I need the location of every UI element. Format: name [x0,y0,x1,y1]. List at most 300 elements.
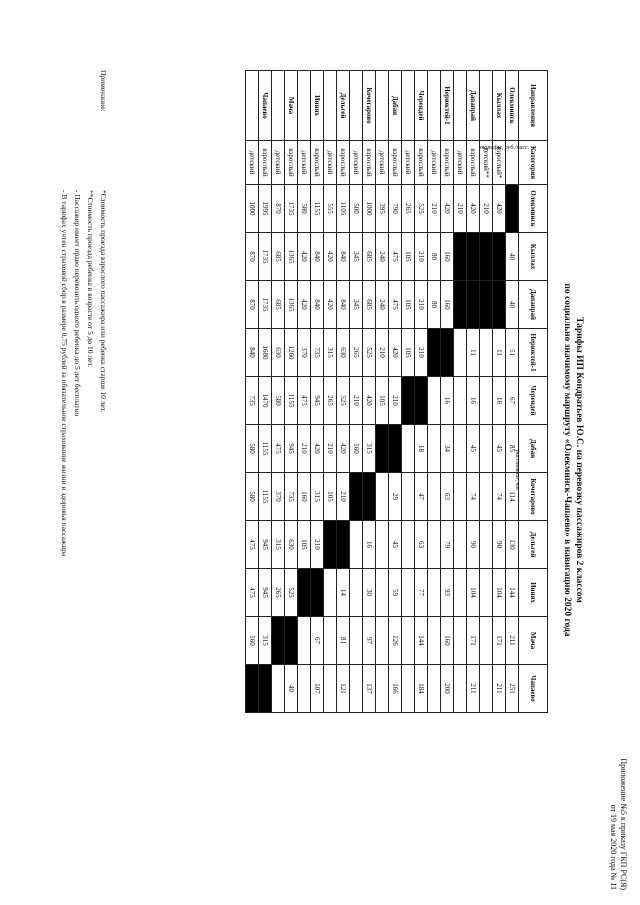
category-cell: детский [246,141,259,185]
direction-cell [350,71,363,141]
table-row [376,71,389,713]
direction-cell [324,71,337,141]
fare-cell: 210 [324,425,337,473]
fare-cell: 1000 [363,185,376,233]
fare-cell: 105 [402,233,415,281]
appendix-reference [608,690,628,890]
fare-cell: 63 [415,521,428,569]
fare-cell: 790 [389,185,402,233]
fare-cell: 685 [363,233,376,281]
fare-cell: 16 [493,377,506,425]
blacked-out-cell [246,665,259,713]
fare-cell: 29 [389,473,402,521]
fare-cell [402,665,415,713]
table-row [428,71,441,713]
fare-cell: 555 [324,185,337,233]
table-header-row [519,71,548,713]
fare-cell: 104 [493,569,506,617]
table-row [389,71,402,713]
fare-cell: 45 [467,425,480,473]
note-item: - Пассажир имеет право перевозить одного ребенка до 5 лет бесплатно [73,190,82,417]
fare-cell: 63 [441,473,454,521]
fare-cell: 345 [350,233,363,281]
category-cell: детский [428,141,441,185]
column-header: Мача [519,617,548,665]
blacked-out-cell [298,569,311,617]
note-item: - В тарифах учтен страховой сбор в размере 0,75 рублей за обязательное страхование жизни и здоровья пассажира [60,190,69,557]
fare-cell: 210 [415,281,428,329]
table-row [506,71,519,713]
fare-cell: 210 [298,425,311,473]
table-row [454,71,467,713]
category-cell: детский [324,141,337,185]
fare-cell: 240 [376,233,389,281]
blacked-out-cell [415,377,428,425]
fare-cell: 420 [467,185,480,233]
fare-cell: 210 [389,377,402,425]
fare-cell: 1365 [285,233,298,281]
direction-cell [376,71,389,141]
blacked-out-cell [376,425,389,473]
column-header: Черендей [519,377,548,425]
fare-cell [454,425,467,473]
fare-cell: 265 [350,329,363,377]
category-cell: взрослый [441,141,454,185]
blacked-out-cell [428,329,441,377]
blacked-out-cell [350,473,363,521]
fare-cell: 210 [428,185,441,233]
fare-cell: 137 [363,665,376,713]
fare-cell: 18 [415,425,428,473]
table-row [246,71,259,713]
fare-cell: 265 [402,185,415,233]
direction-cell: Дельгей [337,71,350,141]
direction-cell [454,71,467,141]
fare-cell: 525 [363,329,376,377]
fare-cell: 870 [246,281,259,329]
fare-cell [350,521,363,569]
fare-cell: 945 [285,425,298,473]
fare-cell: 251 [506,665,519,713]
category-cell: детский [298,141,311,185]
column-header: Дельгей [519,521,548,569]
fare-cell [480,521,493,569]
category-cell: взрослый [259,141,272,185]
fare-cell: 14 [337,569,350,617]
fare-cell: 210 [415,329,428,377]
fare-cell [376,521,389,569]
category-cell: детский [350,141,363,185]
fare-cell: 685 [363,281,376,329]
fare-cell: 840 [337,281,350,329]
fare-cell: 315 [259,617,272,665]
direction-cell: Иннях [311,71,324,141]
fare-cell: 74 [467,473,480,521]
fare-cell: 160 [441,233,454,281]
blacked-out-cell [480,281,493,329]
category-cell: детский** [480,141,493,185]
direction-cell: Нерюктей-1 [441,71,454,141]
fare-cell: 1000 [246,185,259,233]
fare-cell: 160 [441,281,454,329]
fare-cell: 126 [389,617,402,665]
fare-cell: 90 [493,521,506,569]
blacked-out-cell [311,569,324,617]
title-line-2: по социально значимому маршруту «Олекминск-Чапаево» в навигацию 2020 года [562,283,572,637]
column-header: Категория [519,141,548,185]
category-cell: детский [272,141,285,185]
fare-cell: 160 [350,425,363,473]
fare-cell [350,617,363,665]
fare-cell [428,473,441,521]
blacked-out-cell [285,617,298,665]
direction-cell [272,71,285,141]
direction-cell: Дабан [389,71,402,141]
fare-cell: 840 [311,233,324,281]
fare-cell: 1995 [259,185,272,233]
fare-cell: 735 [285,473,298,521]
blacked-out-cell [467,281,480,329]
category-cell: взрослый [285,141,298,185]
blacked-out-cell [363,473,376,521]
blacked-out-cell [454,233,467,281]
fare-cell: 1155 [259,425,272,473]
fare-cell: 580 [246,425,259,473]
fare-cell: 114 [506,473,519,521]
blacked-out-cell [441,329,454,377]
fares-table [245,70,548,713]
fare-cell: 370 [272,473,285,521]
fare-cell: 870 [272,185,285,233]
fare-cell: 685 [272,281,285,329]
fare-cell [480,665,493,713]
fare-cell: 395 [376,185,389,233]
blacked-out-cell [389,425,402,473]
fare-cell [402,521,415,569]
fare-cell: 67 [311,617,324,665]
fare-cell: 210 [311,521,324,569]
table-row [363,71,376,713]
fare-cell: 1155 [285,377,298,425]
fare-cell: 200 [441,665,454,713]
fare-cell: 105 [402,281,415,329]
fare-cell [350,569,363,617]
fare-cell: 945 [311,377,324,425]
table-row [441,71,454,713]
column-header: Направления [519,71,548,141]
category-cell: детский [402,141,415,185]
fare-cell: 420 [324,233,337,281]
blacked-out-cell [467,233,480,281]
fare-unit-label: тарифы, руб./пасс. [480,145,530,151]
fare-cell: 1735 [285,185,298,233]
column-header: Иннях [519,569,548,617]
fare-cell: 630 [272,329,285,377]
category-cell: взрослый [311,141,324,185]
fare-cell [428,521,441,569]
fare-cell: 85 [506,425,519,473]
fare-cell: 184 [415,665,428,713]
fare-cell: 525 [337,377,350,425]
fare-cell: 40 [506,233,519,281]
fare-cell: 315 [363,425,376,473]
fare-cell: 67 [506,377,519,425]
fare-cell [272,665,285,713]
category-cell: взрослый [363,141,376,185]
fare-cell [480,425,493,473]
fare-cell: 420 [363,377,376,425]
fare-cell [376,665,389,713]
fare-cell [402,473,415,521]
fare-cell [428,617,441,665]
fare-cell: 16 [441,377,454,425]
fare-cell: 475 [389,281,402,329]
fare-cell [480,377,493,425]
direction-cell [480,71,493,141]
category-cell: взрослый [389,141,402,185]
fare-cell: 1155 [259,473,272,521]
fare-cell [428,425,441,473]
fare-cell: 211 [493,665,506,713]
fare-cell: 580 [246,473,259,521]
fare-cell [454,569,467,617]
fare-cell: 1260 [285,329,298,377]
column-header: Кыллах [519,233,548,281]
column-header: Дабан [519,425,548,473]
fare-cell: 81 [337,617,350,665]
blacked-out-cell [272,617,285,665]
column-header: Кочегарово [519,473,548,521]
fare-cell [480,569,493,617]
category-cell: взрослый* [493,141,506,185]
fare-cell: 11 [493,329,506,377]
fare-cell: 945 [259,521,272,569]
fare-cell [454,617,467,665]
fare-cell: 210 [337,473,350,521]
fare-cell: 210 [454,185,467,233]
fare-cell: 97 [363,617,376,665]
fare-cell: 580 [298,185,311,233]
fare-cell: 144 [506,569,519,617]
table-row [350,71,363,713]
fare-cell: 580 [272,377,285,425]
column-header: Чапаево [519,665,548,713]
fare-cell: 144 [415,617,428,665]
note-item: **Стоимость проезда ребенка в возрасте от 5 до 10 лет. [86,190,95,368]
fare-cell: 420 [389,329,402,377]
category-cell: взрослый [467,141,480,185]
category-cell: взрослый [337,141,350,185]
blacked-out-cell [454,281,467,329]
title-line-1: Тарифы ИП Кондратьев Ю.С. на перевозку пассажиров 2 классом [574,317,584,603]
blacked-out-cell [493,281,506,329]
table-row [467,71,480,713]
direction-cell [298,71,311,141]
fare-cell: 370 [298,329,311,377]
distance-label: расстояние, км [514,450,520,490]
blacked-out-cell [324,521,337,569]
fare-cell: 420 [298,233,311,281]
fare-cell: 59 [389,569,402,617]
fare-cell: 77 [415,569,428,617]
fare-cell: 210 [376,329,389,377]
fare-cell: 105 [402,329,415,377]
fare-cell: 475 [272,425,285,473]
direction-cell: Кыллах [493,71,506,141]
table-row [480,71,493,713]
fare-cell: 11 [467,329,480,377]
fare-cell: 1365 [285,281,298,329]
fare-cell: 104 [467,569,480,617]
table-row [272,71,285,713]
fare-cell: 420 [298,281,311,329]
notes-list [58,70,110,830]
column-header: Олекминск [519,185,548,233]
fare-cell: 315 [272,521,285,569]
fare-cell: 315 [324,329,337,377]
fare-cell: 685 [272,233,285,281]
blacked-out-cell [480,233,493,281]
fare-cell: 93 [441,569,454,617]
fare-cell: 45 [493,425,506,473]
blacked-out-cell [402,377,415,425]
fare-cell [402,569,415,617]
fare-cell: 107 [311,665,324,713]
fare-cell [402,425,415,473]
fare-cell: 1105 [337,185,350,233]
blacked-out-cell [506,185,519,233]
fare-cell: 160 [246,617,259,665]
column-header: Дапапрай [519,281,548,329]
table-row [285,71,298,713]
fare-cell [298,665,311,713]
table-row [324,71,337,713]
direction-cell [428,71,441,141]
fare-cell [480,329,493,377]
fare-cell: 130 [506,521,519,569]
fare-cell [350,665,363,713]
fare-cell: 735 [246,377,259,425]
fare-cell: 525 [285,569,298,617]
fare-cell [324,665,337,713]
fare-cell: 16 [363,521,376,569]
fare-cell [428,569,441,617]
fare-cell: 105 [376,377,389,425]
table-row [311,71,324,713]
fare-cell: 30 [363,569,376,617]
fare-cell: 45 [389,521,402,569]
table-row [259,71,272,713]
fare-cell [454,473,467,521]
fare-cell: 1680 [259,329,272,377]
fare-cell: 475 [298,377,311,425]
fare-cell: 211 [506,617,519,665]
fare-cell [324,617,337,665]
direction-cell: Черендей [415,71,428,141]
direction-cell: Мача [285,71,298,141]
fare-cell: 16 [467,377,480,425]
fare-cell: 40 [285,665,298,713]
fare-cell: 1155 [311,185,324,233]
fare-cell: 47 [415,473,428,521]
fare-cell: 90 [467,521,480,569]
blacked-out-cell [337,521,350,569]
fare-cell: 105 [324,473,337,521]
direction-cell: Кочегарово [363,71,376,141]
fare-cell: 420 [493,185,506,233]
fare-cell: 475 [389,233,402,281]
fare-cell [454,665,467,713]
notes-section [58,70,110,830]
fare-cell: 105 [298,521,311,569]
fare-cell: 1735 [259,281,272,329]
fare-cell: 500 [350,185,363,233]
fare-cell: 630 [337,329,350,377]
fare-cell: 345 [350,281,363,329]
direction-cell: Чапаево [259,71,272,141]
fare-cell: 420 [337,425,350,473]
fare-cell [480,617,493,665]
table-row [298,71,311,713]
fare-cell [454,521,467,569]
fare-cell: 1470 [259,377,272,425]
column-header: Нерюктей-1 [519,329,548,377]
fare-cell: 265 [272,569,285,617]
table-row [337,71,350,713]
blacked-out-cell [493,233,506,281]
fare-cell [376,617,389,665]
fare-cell: 630 [285,521,298,569]
fare-cell: 420 [311,425,324,473]
category-cell: взрослый [415,141,428,185]
blacked-out-cell [259,665,272,713]
fare-cell: 525 [415,185,428,233]
fare-cell: 475 [246,521,259,569]
fare-cell: 80 [428,233,441,281]
fare-cell: 840 [246,329,259,377]
direction-cell [246,71,259,141]
fare-cell: 160 [298,473,311,521]
fare-cell: 840 [311,281,324,329]
fare-cell: 420 [441,185,454,233]
fare-cell: 735 [311,329,324,377]
fare-cell: 240 [376,281,389,329]
fare-cell: 420 [324,281,337,329]
fare-cell [298,617,311,665]
fare-cell: 210 [415,233,428,281]
fare-cell [402,617,415,665]
table-row [493,71,506,713]
fare-cell [324,569,337,617]
notes-label: Примечание: [99,70,108,112]
note-item: *Стоимость проезда взрослого пассажира или ребенка старше 10 лет. [99,190,108,413]
fare-cell [376,569,389,617]
fare-cell: 265 [324,377,337,425]
fare-cell: 840 [337,233,350,281]
fare-cell: 80 [428,281,441,329]
fare-cell: 210 [480,185,493,233]
fare-cell: 1735 [259,233,272,281]
fare-cell: 945 [259,569,272,617]
direction-cell [402,71,415,141]
fare-cell: 79 [441,521,454,569]
fare-cell: 51 [506,329,519,377]
fare-cell: 475 [246,569,259,617]
fare-cell: 171 [467,617,480,665]
fare-cell: 160 [441,617,454,665]
fare-cell: 210 [350,377,363,425]
fare-cell: 211 [467,665,480,713]
